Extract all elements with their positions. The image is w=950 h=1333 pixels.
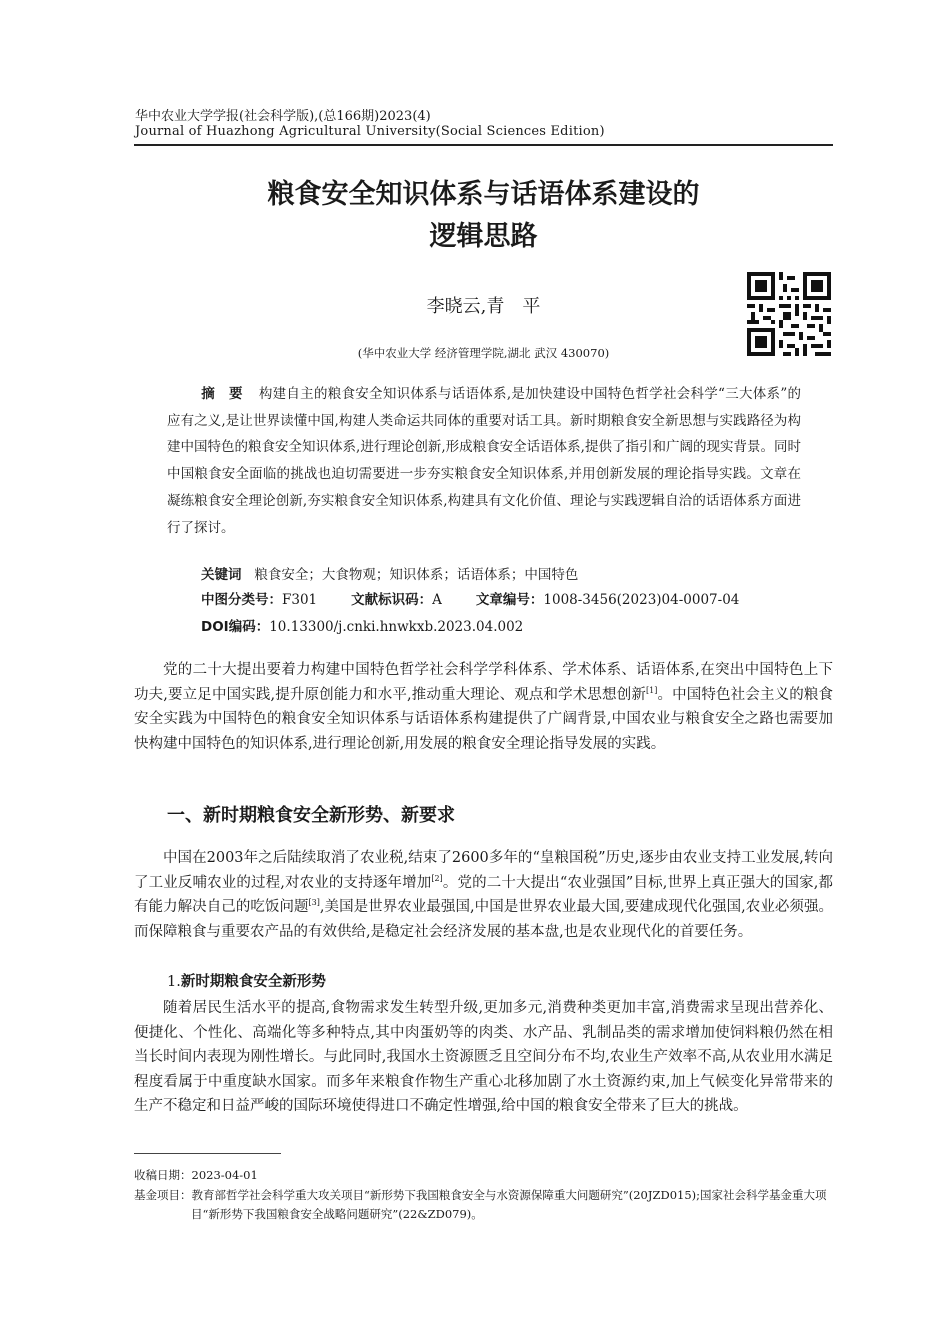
journal-header-en: Journal of Huazhong Agricultural University(Social Sciences Edition) (135, 124, 605, 139)
keywords-label: 关键词 (201, 567, 242, 583)
intro-text-a: 党的二十大提出要着力构建中国特色哲学社会科学学科体系、学术体系、话语体系,在突出中国特色上下功夫,要立足中国实践,提升原创能力和水平,推动重大理论、观点和学术思想创新 (134, 662, 833, 703)
citation-ref[interactable]: [1] (645, 685, 658, 695)
citation-ref[interactable]: [2] (431, 873, 443, 883)
classification (201, 588, 739, 608)
footnote-received: 收稿日期：2023-04-01 (134, 1168, 258, 1182)
section1-paragraph2 (134, 996, 833, 1119)
intro-text-b: 。中国特色社会主义的粮食安全实践为中国特色的粮食安全知识体系与话语体系构建提供了广阔背景,中国农业与粮食安全之路也需要加快构建中国特色的知识体系,进行理论创新,用发展的粮食安全理论指导发展的实践。 (134, 686, 833, 752)
paper-title-line1: 粮食安全知识体系与话语体系建设的 (267, 179, 700, 210)
doc-code-value: A (432, 592, 442, 608)
intro-paragraph (134, 658, 833, 756)
doi-value[interactable]: 10.13300/j.cnki.hnwkxb.2023.04.002 (269, 619, 524, 635)
abstract (167, 381, 801, 541)
s1-text-a: 中国在2003年之后陆续取消了农业税,结束了2600多年的“皇粮国税”历史,逐步由农业支持工业发展,转向了工业反哺农业的过程,对农业的支持逐年增加 (134, 850, 833, 891)
footnote-fund (134, 1186, 833, 1224)
affiliation: (华中农业大学 经济管理学院,湖北 武汉 430070) (357, 346, 610, 360)
s1-text-c: ,美国是世界农业最强国,中国是世界农业最大国,要建成现代化强国,农业必须强。而保障粮食与重要农产品的有效供给,是稳定社会经济发展的基本盘,也是农业现代化的首要任务。 (134, 899, 833, 940)
s1-text-b: 。党的二十大提出“农业强国”目标,世界上真正强大的国家,都有能力解决自己的吃饭问题 (134, 874, 833, 916)
doi-label: DOI编码： (201, 619, 270, 635)
doi (201, 615, 523, 635)
qr-code-icon (747, 272, 831, 356)
s1-p2-text: 随着居民生活水平的提高,食物需求发生转型升级,更加多元,消费种类更加丰富,消费需求呈现出营养化、便捷化、个性化、高端化等多种特点,其中肉蛋奶等的肉类、水产品、乳制品类的需求增加使饲料粮仍然在相当长时间内表现为刚性增长。与此同时,我国水土资源匮乏且空间分布不均,农业生产效率不高,从农业用水满足程度看属于中重度缺水国家。而多年来粮食作物生产重心北移加剧了水土资源约束,加上气候变化异常带来的生产不稳定和日益严峻的国际环境使得进口不确定性增强,给中国的粮食安全带来了巨大的挑战。 (134, 1000, 833, 1115)
footnote-fund-text: 基金项目：教育部哲学社会科学重大攻关项目“新形势下我国粮食安全与水资源保障重大问题研究”(20JZD015);国家社会科学基金重大项目“新形势下我国粮食安全战略问题研究”(22&ZD079)。 (134, 1188, 827, 1221)
citation-ref[interactable]: [3] (308, 898, 320, 908)
footnote-rule (134, 1153, 281, 1154)
article-number-value: 1008-3456(2023)04-0007-04 (543, 592, 740, 608)
clc-label: 中图分类号： (201, 592, 282, 608)
paper-title-line2: 逻辑思路 (429, 221, 538, 252)
clc-value: F301 (282, 592, 318, 608)
doc-code-label: 文献标识码： (351, 592, 433, 608)
section1-paragraph1 (134, 846, 833, 944)
authors: 李晓云,青 平 (426, 296, 541, 317)
abstract-text: 构建自主的粮食安全知识体系与话语体系,是加快建设中国特色哲学社会科学“三大体系”的应有之义,是让世界读懂中国,构建人类命运共同体的重要对话工具。新时期粮食安全新思想与实践路径为构建中国特色的粮食安全知识体系,进行理论创新,形成粮食安全话语体系,提供了指引和广阔的现实背景。同时中国粮食安全面临的挑战也迫切需要进一步夯实粮食安全知识体系,并用创新发展的理论指导实践。文章在凝练粮食安全理论创新,夯实粮食安全知识体系,构建具有文化价值、理论与实践逻辑自洽的话语体系方面进行了探讨。 (167, 386, 802, 536)
abstract-label: 摘要 (201, 386, 257, 402)
subsection-number: 1. (167, 974, 181, 990)
journal-header-cn: 华中农业大学学报(社会科学版),(总166期)2023(4) (135, 109, 431, 124)
keywords-text: 粮食安全；大食物观；知识体系；话语体系；中国特色 (254, 567, 579, 583)
subsection-title: 新时期粮食安全新形势 (180, 974, 326, 990)
header-rule (134, 144, 833, 146)
keywords (201, 563, 578, 583)
subsection-heading (167, 970, 326, 991)
article-number-label: 文章编号： (475, 592, 544, 608)
section-heading: 一、新时期粮食安全新形势、新要求 (167, 805, 455, 826)
